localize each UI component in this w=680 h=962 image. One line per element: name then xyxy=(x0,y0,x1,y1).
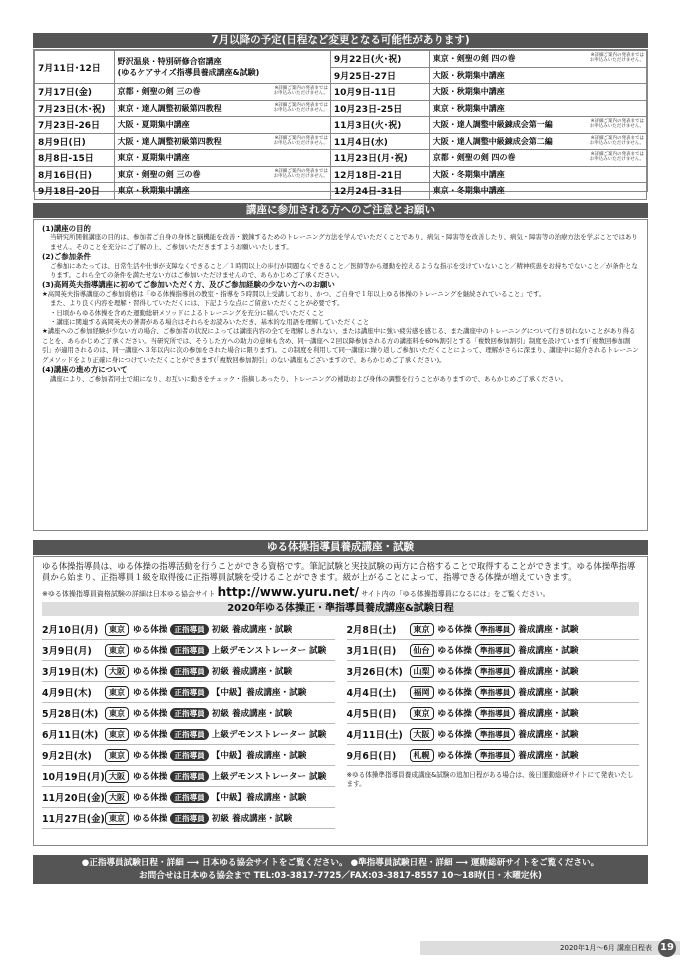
schedule-event xyxy=(114,183,330,200)
schedule-date xyxy=(330,166,429,183)
schedule-date xyxy=(35,183,115,200)
course-prefix: ゆる体操 xyxy=(437,730,472,740)
schedule-event xyxy=(114,150,330,167)
course-name: 初級 養成講座・試験 xyxy=(211,814,293,824)
notes-p3b: また、より良く内容を理解・習得していただくには、下記ような点にご留意いただくことが必要です。 xyxy=(50,299,344,308)
course-name: 養成講座・試験 xyxy=(518,751,579,761)
cell-text: 9月18日-20日 xyxy=(38,187,101,198)
course-row xyxy=(347,703,640,724)
footer-line1: ●正指導員試験日程・詳細 ⟶ 日本ゆる協会サイトをご覧ください。 ●準指導員試験日程・詳細 ⟶ 運動総研サイトをご覧ください。 xyxy=(81,858,600,868)
course-name: 養成講座・試験 xyxy=(518,646,579,656)
cell-text: 大阪・秋期集中講座 xyxy=(432,70,505,80)
cell-text: 11月3日(火･祝) xyxy=(333,121,402,132)
level-badge: 準指導員 xyxy=(475,623,515,636)
course-row xyxy=(42,745,335,766)
cell-text: 東京・秋期集中講座 xyxy=(432,103,505,113)
city-badge: 東京 xyxy=(410,623,434,636)
cell-text: 京都・剣聖の剣 四の巻 xyxy=(432,153,516,163)
schedule-note: ※詳細ご案内の発表までは お申込みいただけません。 xyxy=(273,102,328,113)
notes-p2: ご参加にあたっては、日常生活や仕事が支障なくできること／１時間以上の歩行が問題なくできること／医師等から運動を控えるような指示を受けていないこと／精神疾患をお持ちでないこと／が条件となります。これら全ての条件を満たせない方はご参加いただけませんので、あらかじめご了承ください。 xyxy=(50,261,638,280)
city-badge: 山梨 xyxy=(410,665,434,678)
notes-p3e: ★講座へのご参加経験が少ない方の場合、ご参加者の状況によっては講座内容の全てを理解しきれない、または講座中に強い疲労感を感じる、また講座中のトレーニングについて行き切れないことがあり得ることを、あらかじめご了承ください。当研究所では、そうした方への助力の意味も含め、同一講座へ２回以降参加される方の講座料を60%割引とする「複数回参加割引」制度を設けています(「複数回参加割引」が適用されるのは、同一講座へ３年以内に次の参加をされた場合に限ります)。この制度を利用して同一講座に繰り返しご参加いただくことによって、理解がさらに深まり、講座中に紹介されるトレーニングメソッドをより正確に身につけていただくことができます(「複数回参加割引」のない講座もございますので、あらかじめご了承ください)。 xyxy=(42,327,639,364)
notes-p3d: ・講座に関連する高岡英夫の著書がある場合はそれらをお読みいただき、基本的な用語を理解していただくこと xyxy=(50,318,370,327)
page-label: 2020年1月〜6月 講座日程表 xyxy=(560,944,652,952)
cell-text: 大阪・秋期集中講座 xyxy=(432,87,505,97)
cell-text: 8月16日(日) xyxy=(38,170,93,181)
right-schedule xyxy=(347,619,640,829)
course-name: 【中級】養成講座・試験 xyxy=(211,793,307,803)
level-badge: 正指導員 xyxy=(170,645,208,656)
schedule-date xyxy=(35,51,115,84)
course-date: 5月28日(木) xyxy=(42,709,99,720)
schedule-date xyxy=(330,100,429,117)
schedule-event xyxy=(114,133,330,150)
schedule-row xyxy=(35,100,647,117)
cell-text: 大阪・達人調整中級錬成会第二編 xyxy=(432,136,553,146)
cell-text: 大阪・達人調整初級第四教程 xyxy=(117,136,222,146)
schedule-date xyxy=(330,84,429,101)
course-prefix: ゆる体操 xyxy=(133,667,168,677)
course-name: 養成講座・試験 xyxy=(518,730,579,740)
cell-text: 大阪・冬期集中講座 xyxy=(432,169,505,179)
cell-text: 11月23日(月･祝) xyxy=(333,154,408,165)
cell-text: 東京・夏期集中講座 xyxy=(117,153,190,163)
course-date: 3月26日(木) xyxy=(346,667,403,678)
city-badge: 東京 xyxy=(105,623,129,636)
schedule-date xyxy=(330,117,429,134)
schedule-note: ※詳細ご案内の発表までは お申込みいただけません。 xyxy=(273,135,328,146)
course-prefix: ゆる体操 xyxy=(133,730,168,740)
schedule-date xyxy=(330,150,429,167)
notes-h1: (1)講座の目的 xyxy=(42,224,91,233)
yuru-box xyxy=(33,556,648,846)
schedule-date xyxy=(330,51,429,68)
page-number: 19 xyxy=(658,939,676,957)
yuru-site-line xyxy=(42,585,639,599)
course-row xyxy=(42,661,335,682)
course-row xyxy=(347,745,640,766)
level-badge: 正指導員 xyxy=(170,666,208,677)
course-row xyxy=(347,661,640,682)
course-date: 3月19日(木) xyxy=(42,667,99,678)
course-name: 初級 養成講座・試験 xyxy=(211,625,293,635)
schedule-event xyxy=(429,51,646,68)
course-prefix: ゆる体操 xyxy=(133,793,168,803)
schedule-note: ※詳細ご案内の発表までは お申込みいただけません。 xyxy=(273,168,328,179)
city-badge: 大阪 xyxy=(105,665,129,678)
course-prefix: ゆる体操 xyxy=(133,751,168,761)
city-badge: 大阪 xyxy=(105,791,129,804)
course-name: 上級デモンストレーター 試験 xyxy=(211,730,327,740)
course-row xyxy=(347,640,640,661)
notes-title: 講座に参加される方へのご注意とお願い xyxy=(33,203,648,218)
course-row xyxy=(42,724,335,745)
level-badge: 準指導員 xyxy=(475,728,515,741)
course-prefix: ゆる体操 xyxy=(133,772,168,782)
course-date: 3月9日(月) xyxy=(42,646,92,657)
cell-text: 12月24日-31日 xyxy=(333,187,403,198)
schedule-event xyxy=(114,51,330,84)
schedule-date xyxy=(35,166,115,183)
course-row xyxy=(42,787,335,808)
level-badge: 正指導員 xyxy=(170,624,208,635)
level-badge: 準指導員 xyxy=(475,686,515,699)
city-badge: 東京 xyxy=(410,707,434,720)
course-prefix: ゆる体操 xyxy=(437,646,472,656)
course-prefix: ゆる体操 xyxy=(133,688,168,698)
level-badge: 準指導員 xyxy=(475,665,515,678)
schedule-note: ※詳細ご案内の発表までは お申込みいただけません。 xyxy=(589,53,644,63)
level-badge: 正指導員 xyxy=(170,687,208,698)
city-badge: 大阪 xyxy=(105,770,129,783)
course-date: 4月9日(木) xyxy=(42,688,92,699)
level-badge: 正指導員 xyxy=(170,708,208,719)
course-prefix: ゆる体操 xyxy=(133,709,168,719)
schedule-event xyxy=(114,84,330,101)
footer-line2: お問合せは日本ゆる協会まで TEL:03-3817-7725／FAX:03-3817-8557 10〜18時(日・木曜定休) xyxy=(139,871,542,881)
level-badge: 準指導員 xyxy=(475,707,515,720)
cell-text: 7月11日･12日 xyxy=(38,63,101,74)
course-date: 4月5日(日) xyxy=(346,709,397,720)
cell-text: 11月4日(水) xyxy=(333,137,388,148)
city-badge: 福岡 xyxy=(410,686,434,699)
course-name: 上級デモンストレーター 試験 xyxy=(211,772,327,782)
cell-text: 大阪・達人調整中級錬成会第一編 xyxy=(432,120,553,130)
schedule-note: ※詳細ご案内の発表までは お申込みいただけません。 xyxy=(589,152,644,162)
schedule-date xyxy=(35,100,115,117)
course-name: 初級 養成講座・試験 xyxy=(211,709,293,719)
footer xyxy=(33,855,648,884)
schedule-event xyxy=(429,166,646,183)
notes-p3c: ・日頃からゆる体操を含めた運動総研メソッドによるトレーニングを充分に積んでいただくこと xyxy=(50,308,325,317)
notes-h3: (3)高岡英夫指導講座に初めてご参加いただく方、及びご参加経験の少ない方へのお願い xyxy=(42,280,335,290)
course-date: 11月27日(金) xyxy=(42,814,105,825)
course-row xyxy=(347,724,640,745)
schedule-event xyxy=(114,166,330,183)
course-prefix: ゆる体操 xyxy=(133,625,168,635)
schedule-date xyxy=(35,133,115,150)
course-name: 【中級】養成講座・試験 xyxy=(211,688,307,698)
cell-text: 大阪・夏期集中講座 xyxy=(117,120,190,130)
cell-text: 9月22日(火･祝) xyxy=(333,55,402,66)
schedule-date xyxy=(330,133,429,150)
course-row xyxy=(42,703,335,724)
cell-text: 東京・秋期集中講座 xyxy=(117,186,190,196)
course-name: 養成講座・試験 xyxy=(518,709,579,719)
cell-text: 東京・剣聖の剣 四の巻 xyxy=(432,54,516,64)
level-badge: 正指導員 xyxy=(170,771,208,782)
schedule-table xyxy=(33,49,648,198)
cell-text: 10月9日-11日 xyxy=(333,88,396,99)
schedule-row xyxy=(35,117,647,134)
schedule-row xyxy=(35,84,647,101)
cell-text: 10月23日-25日 xyxy=(333,104,403,115)
schedule-event xyxy=(429,100,646,117)
course-name: 養成講座・試験 xyxy=(518,688,579,698)
city-badge: 札幌 xyxy=(410,749,434,762)
course-prefix: ゆる体操 xyxy=(437,751,472,761)
schedule-event xyxy=(429,67,646,84)
course-name: 養成講座・試験 xyxy=(518,667,579,677)
schedule-row xyxy=(35,183,647,200)
page-footer xyxy=(420,941,680,955)
cell-text: 8月8日-15日 xyxy=(38,154,94,165)
level-badge: 準指導員 xyxy=(475,749,515,762)
notes-p4: 講座により、ご参加者同士で組になり、お互いに動きをチェック・指摘しあったり、トレーニングの補助および身体の調整を行うことがありますので、あらかじめご了承ください。 xyxy=(50,374,568,383)
course-prefix: ゆる体操 xyxy=(437,625,472,635)
course-row xyxy=(42,682,335,703)
site-post: サイト内の「ゆる体操指導員になるには」をご覧ください。 xyxy=(361,590,550,598)
schedule-event xyxy=(429,183,646,200)
cell-text: 京都・剣聖の剣 三の巻 xyxy=(117,87,201,97)
city-badge: 東京 xyxy=(105,749,129,762)
course-prefix: ゆる体操 xyxy=(133,646,168,656)
course-row xyxy=(42,808,335,829)
schedule-date xyxy=(35,84,115,101)
notes-p3a: ★高岡英夫指導講座のご参加資格は「ゆる体操指導員の教室・指導を５時間以上受講しており、かつ、ご自身で１年以上ゆる体操のトレーニングを継続されていること」です。 xyxy=(42,289,546,298)
course-date: 11月20日(金) xyxy=(42,793,105,804)
course-date: 4月11日(土) xyxy=(346,730,403,741)
course-date: 2月8日(土) xyxy=(346,625,397,636)
yuru-lead: ゆる体操指導員は、ゆる体操の指導活動を行うことができる資格です。筆記試験と実技試験の両方に合格することで取得することができます。ゆる体操準指導員から始まり、正指導員１級を取得後に正指導員試験を受けることができます。級が上がることによって、指導できる体操が増えていきます。 xyxy=(42,561,636,582)
cell-text: 8月9日(日) xyxy=(38,137,86,148)
cell-text: 9月25日-27日 xyxy=(333,71,396,82)
schedule-note: ※詳細ご案内の発表までは お申込みいただけません。 xyxy=(589,135,644,146)
schedule-date xyxy=(35,150,115,167)
level-badge: 正指導員 xyxy=(170,813,208,824)
cell-text: 東京・剣聖の剣 三の巻 xyxy=(117,169,201,179)
schedule-note: ※詳細ご案内の発表までは お申込みいただけません。 xyxy=(589,119,644,129)
notes-box xyxy=(33,219,648,531)
yuru-title: ゆる体操指導員養成講座・試験 xyxy=(33,540,648,555)
cell-text: 野沢温泉・特別研修合宿講座 (ゆるケアサイズ指導員養成講座&試験) xyxy=(117,57,260,77)
course-name: 上級デモンストレーター 試験 xyxy=(211,646,327,656)
schedule-event xyxy=(429,150,646,167)
schedule-row xyxy=(35,133,647,150)
course-name: 【中級】養成講座・試験 xyxy=(211,751,307,761)
course-date: 4月4日(土) xyxy=(346,688,397,699)
city-badge: 仙台 xyxy=(410,644,434,657)
cell-text: 7月23日(木･祝) xyxy=(38,104,106,115)
cell-text: 東京・冬期集中講座 xyxy=(432,186,505,196)
cell-text: 7月17日(金) xyxy=(38,88,93,99)
schedule-row xyxy=(35,51,647,68)
city-badge: 東京 xyxy=(105,644,129,657)
schedule-note: ※詳細ご案内の発表までは お申込みいただけません。 xyxy=(273,86,328,96)
yuru-url-link[interactable]: http://www.yuru.net/ xyxy=(217,585,360,599)
schedule-event xyxy=(429,84,646,101)
schedule-event xyxy=(114,117,330,134)
course-prefix: ゆる体操 xyxy=(437,688,472,698)
cell-text: 7月23日-26日 xyxy=(38,121,101,132)
schedule-event xyxy=(429,133,646,150)
notes-h4: (4)講座の進め方について xyxy=(42,365,128,375)
notes-p1: 当研究所開催講座の目的は、参加者ご自身の身体と脳機能を改善・鍛錬するためのトレーニング方法を学んでいただくことであり、病気・障害等を改善したり、病気・障害等の治療方法を学ぶことではありません。そのことを充分にご了解の上、ご参加いただきますようお願いいたします。 xyxy=(50,233,638,251)
schedule-date xyxy=(330,67,429,84)
course-row xyxy=(347,619,640,640)
course-row xyxy=(42,640,335,661)
level-badge: 正指導員 xyxy=(170,750,208,761)
cell-text: 東京・達人調整初級第四教程 xyxy=(117,103,222,113)
course-row xyxy=(347,682,640,703)
city-badge: 東京 xyxy=(105,686,129,699)
course-date: 9月2日(水) xyxy=(42,751,92,762)
schedule-row xyxy=(35,166,647,183)
course-name: 初級 養成講座・試験 xyxy=(211,667,293,677)
yuru-schedule-subtitle: 2020年ゆる体操正・準指導員養成講座&試験日程 xyxy=(42,602,639,616)
right-note: ※ゆる体操準指導員養成講座&試験の追加日程がある場合は、後日運動総研サイトにて発表いたします。 xyxy=(346,771,634,788)
course-prefix: ゆる体操 xyxy=(437,709,472,719)
schedule-date xyxy=(35,117,115,134)
course-name: 養成講座・試験 xyxy=(518,625,579,635)
site-pre: ※ゆる体操指導員資格試験の詳細は日本ゆる協会サイト xyxy=(42,590,216,598)
city-badge: 東京 xyxy=(105,707,129,720)
course-date: 6月11日(木) xyxy=(42,730,99,741)
level-badge: 正指導員 xyxy=(170,729,208,740)
course-row xyxy=(42,766,335,787)
course-date: 10月19日(月) xyxy=(42,772,105,783)
schedule-event xyxy=(429,117,646,134)
level-badge: 正指導員 xyxy=(170,792,208,803)
left-schedule xyxy=(42,619,335,829)
city-badge: 東京 xyxy=(105,728,129,741)
schedule-row xyxy=(35,150,647,167)
course-date: 2月10日(月) xyxy=(42,625,99,636)
city-badge: 東京 xyxy=(105,812,129,825)
course-prefix: ゆる体操 xyxy=(133,814,168,824)
schedule-event xyxy=(114,100,330,117)
course-date: 9月6日(日) xyxy=(346,751,397,762)
notes-h2: (2)ご参加条件 xyxy=(42,252,91,262)
schedule-date xyxy=(330,183,429,200)
course-prefix: ゆる体操 xyxy=(437,667,472,677)
schedule-title: 7月以降の予定(日程など変更となる可能性があります) xyxy=(33,33,648,48)
level-badge: 準指導員 xyxy=(475,644,515,657)
city-badge: 大阪 xyxy=(410,728,434,741)
course-date: 3月1日(日) xyxy=(346,646,397,657)
course-row xyxy=(42,619,335,640)
cell-text: 12月18日-21日 xyxy=(333,170,403,181)
